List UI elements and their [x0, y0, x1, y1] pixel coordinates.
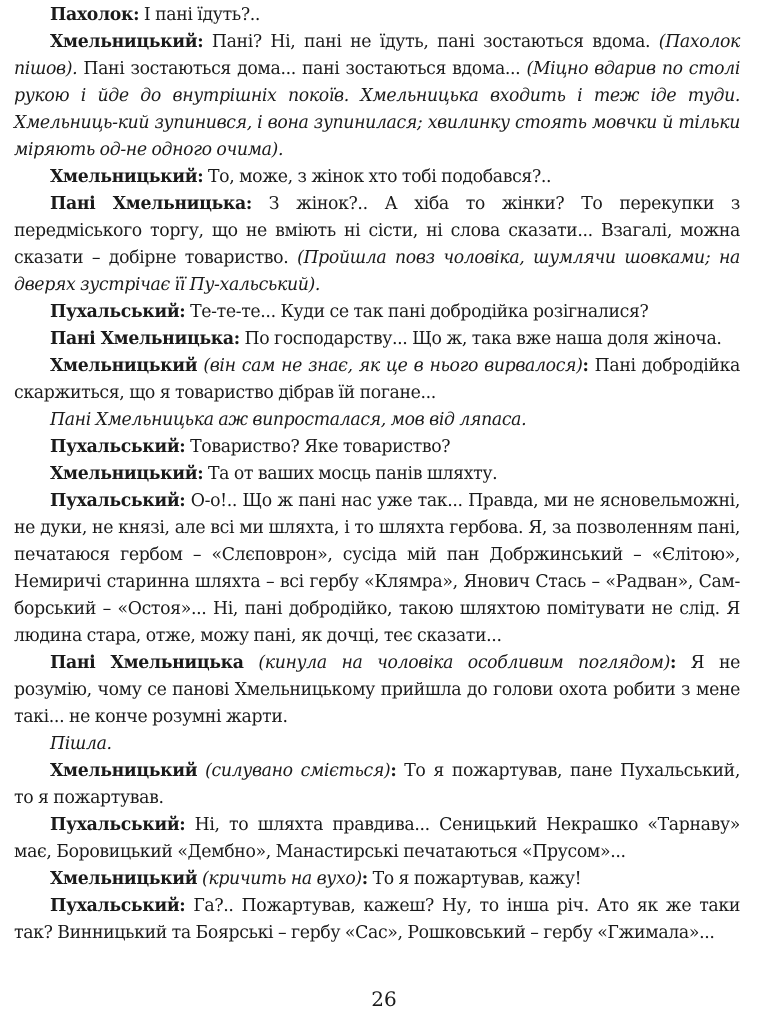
dialogue-paragraph	[14, 650, 740, 731]
stage-direction: Пані Хмельницька аж випросталася, мов від ляпаса.	[50, 410, 527, 430]
stage-direction: Пішла.	[50, 734, 112, 754]
dialogue-text: Те-те-те... Куди се так пані добродійка розігналися?	[185, 302, 649, 322]
stage-direction: (він сам не знає, як це в нього вирвалося)	[197, 356, 583, 376]
stage-direction: (Пройшла повз чоловіка, шумлячи шовками; на дверях зустрічає її Пу-хальський).	[14, 248, 740, 295]
speaker-name: Пані Хмельницька:	[50, 329, 240, 349]
speaker-name: Хмельницький:	[50, 32, 204, 52]
stage-direction: (Пахолок пішов).	[14, 32, 740, 79]
speaker-name: Пухальський:	[50, 302, 186, 322]
dialogue-paragraph	[14, 407, 740, 434]
speaker-name: :	[390, 761, 397, 781]
dialogue-text: Пані? Ні, пані не їдуть, пані зостаються вдома.	[203, 32, 659, 52]
stage-direction: (кинула на чоловіка особливим поглядом)	[243, 653, 670, 673]
dialogue-paragraph	[14, 164, 740, 191]
dialogue-text: То, може, з жінок хто тобі подобався?..	[203, 167, 552, 187]
dialogue-paragraph	[14, 434, 740, 461]
speaker-name: Хмельницький:	[50, 464, 204, 484]
dialogue-paragraph	[14, 2, 740, 29]
speaker-name: Пані Хмельницька:	[50, 194, 252, 214]
speaker-name: Пухальський:	[50, 815, 186, 835]
speaker-name: :	[669, 653, 676, 673]
dialogue-text: Та от ваших мосць панів шляхту.	[203, 464, 498, 484]
dialogue-text: Ні, то шляхта правдива... Сеницький Некрашко «Тарнаву» має, Боровицький «Дембно», Манастирські печатаються «Прусом»...	[14, 815, 740, 862]
dialogue-text: Га?.. Пожартував, кажеш? Ну, то інша річ. Ато як же таки так? Винницький та Боярські – гербу «Сас», Рошковський – гербу «Гжимала»...	[14, 896, 740, 943]
dialogue-paragraph	[14, 758, 740, 812]
dialogue-paragraph	[14, 461, 740, 488]
speaker-name: Хмельницький:	[50, 167, 204, 187]
dialogue-text: І пані їдуть?..	[139, 5, 261, 25]
stage-direction: (кричить на вухо)	[197, 869, 362, 889]
speaker-name: :	[582, 356, 589, 376]
dialogue-paragraph	[14, 353, 740, 407]
speaker-name: Пухальський:	[50, 896, 186, 916]
stage-direction: (силувано сміється)	[197, 761, 391, 781]
dialogue-text: По господарству... Що ж, така вже наша доля жіноча.	[239, 329, 722, 349]
dialogue-text: Товариство? Яке товариство?	[185, 437, 451, 457]
dialogue-text: З жінок?.. А хіба то жінки? То перекупки з передміського торгу, що не вміють ні сісти, ні слова сказати... Взагалі, можна сказати – добірне товариство.	[14, 194, 740, 268]
speaker-name: Пані Хмельницька	[50, 653, 244, 673]
speaker-name: Пахолок:	[50, 5, 140, 25]
speaker-name: :	[361, 869, 368, 889]
dialogue-text: То я пожартував, кажу!	[367, 869, 582, 889]
speaker-name: Пухальський:	[50, 437, 186, 457]
speaker-name: Пухальський:	[50, 491, 186, 511]
dialogue-text: Я не розумію, чому се панові Хмельницькому прийшла до голови охота робити з мене такі... не конче розумні жарти.	[14, 653, 741, 727]
speaker-name: Хмельницький	[50, 356, 198, 376]
dialogue-text: О-о!.. Що ж пані нас уже так... Правда, ми не ясновельможні, не дуки, не князі, але всі ми шляхта, і то шляхта гербова. Я, за позволенням пані, печатаюся гербом – «Слєповрон», сусіда мій пан Добржинський – «Єлітою», Немиричі старинна шляхта – всі гербу «Клямра», Янович Стась – «Радван», Сам-борський – «Остоя»... Ні, пані добродійко, такою шляхтою помітувати не слід. Я людина стара, отже, можу пані, як дочці, теє сказати...	[14, 491, 740, 646]
dialogue-paragraph	[14, 731, 740, 758]
dialogue-paragraph	[14, 866, 740, 893]
dialogue-paragraph	[14, 191, 740, 299]
dialogue-paragraph	[14, 299, 740, 326]
dialogue-text: Пані зостаються дома... пані зостаються вдома...	[77, 59, 527, 79]
dialogue-paragraph	[14, 488, 740, 650]
dialogue-text: То я пожартував, пане Пухальський, то я пожартував.	[14, 761, 740, 808]
dialogue-paragraph	[14, 893, 740, 947]
stage-direction: (Міцно вдарив по столі рукою і йде до внутрішніх покоїв. Хмельницька входить і теж іде туди. Хмельниць-кий зупинився, і вона зупинилася; хвилинку стоять мовчки й тільки міряють од-не одного очима).	[14, 59, 740, 160]
document-page-body	[14, 2, 740, 947]
dialogue-text: Пані добродійка скаржиться, що я товариство дібрав їй погане...	[14, 356, 740, 403]
dialogue-paragraph	[14, 29, 740, 164]
dialogue-paragraph	[14, 326, 740, 353]
speaker-name: Хмельницький	[50, 869, 198, 889]
page-number: 26	[371, 987, 397, 1011]
speaker-name: Хмельницький	[50, 761, 198, 781]
dialogue-paragraph	[14, 812, 740, 866]
